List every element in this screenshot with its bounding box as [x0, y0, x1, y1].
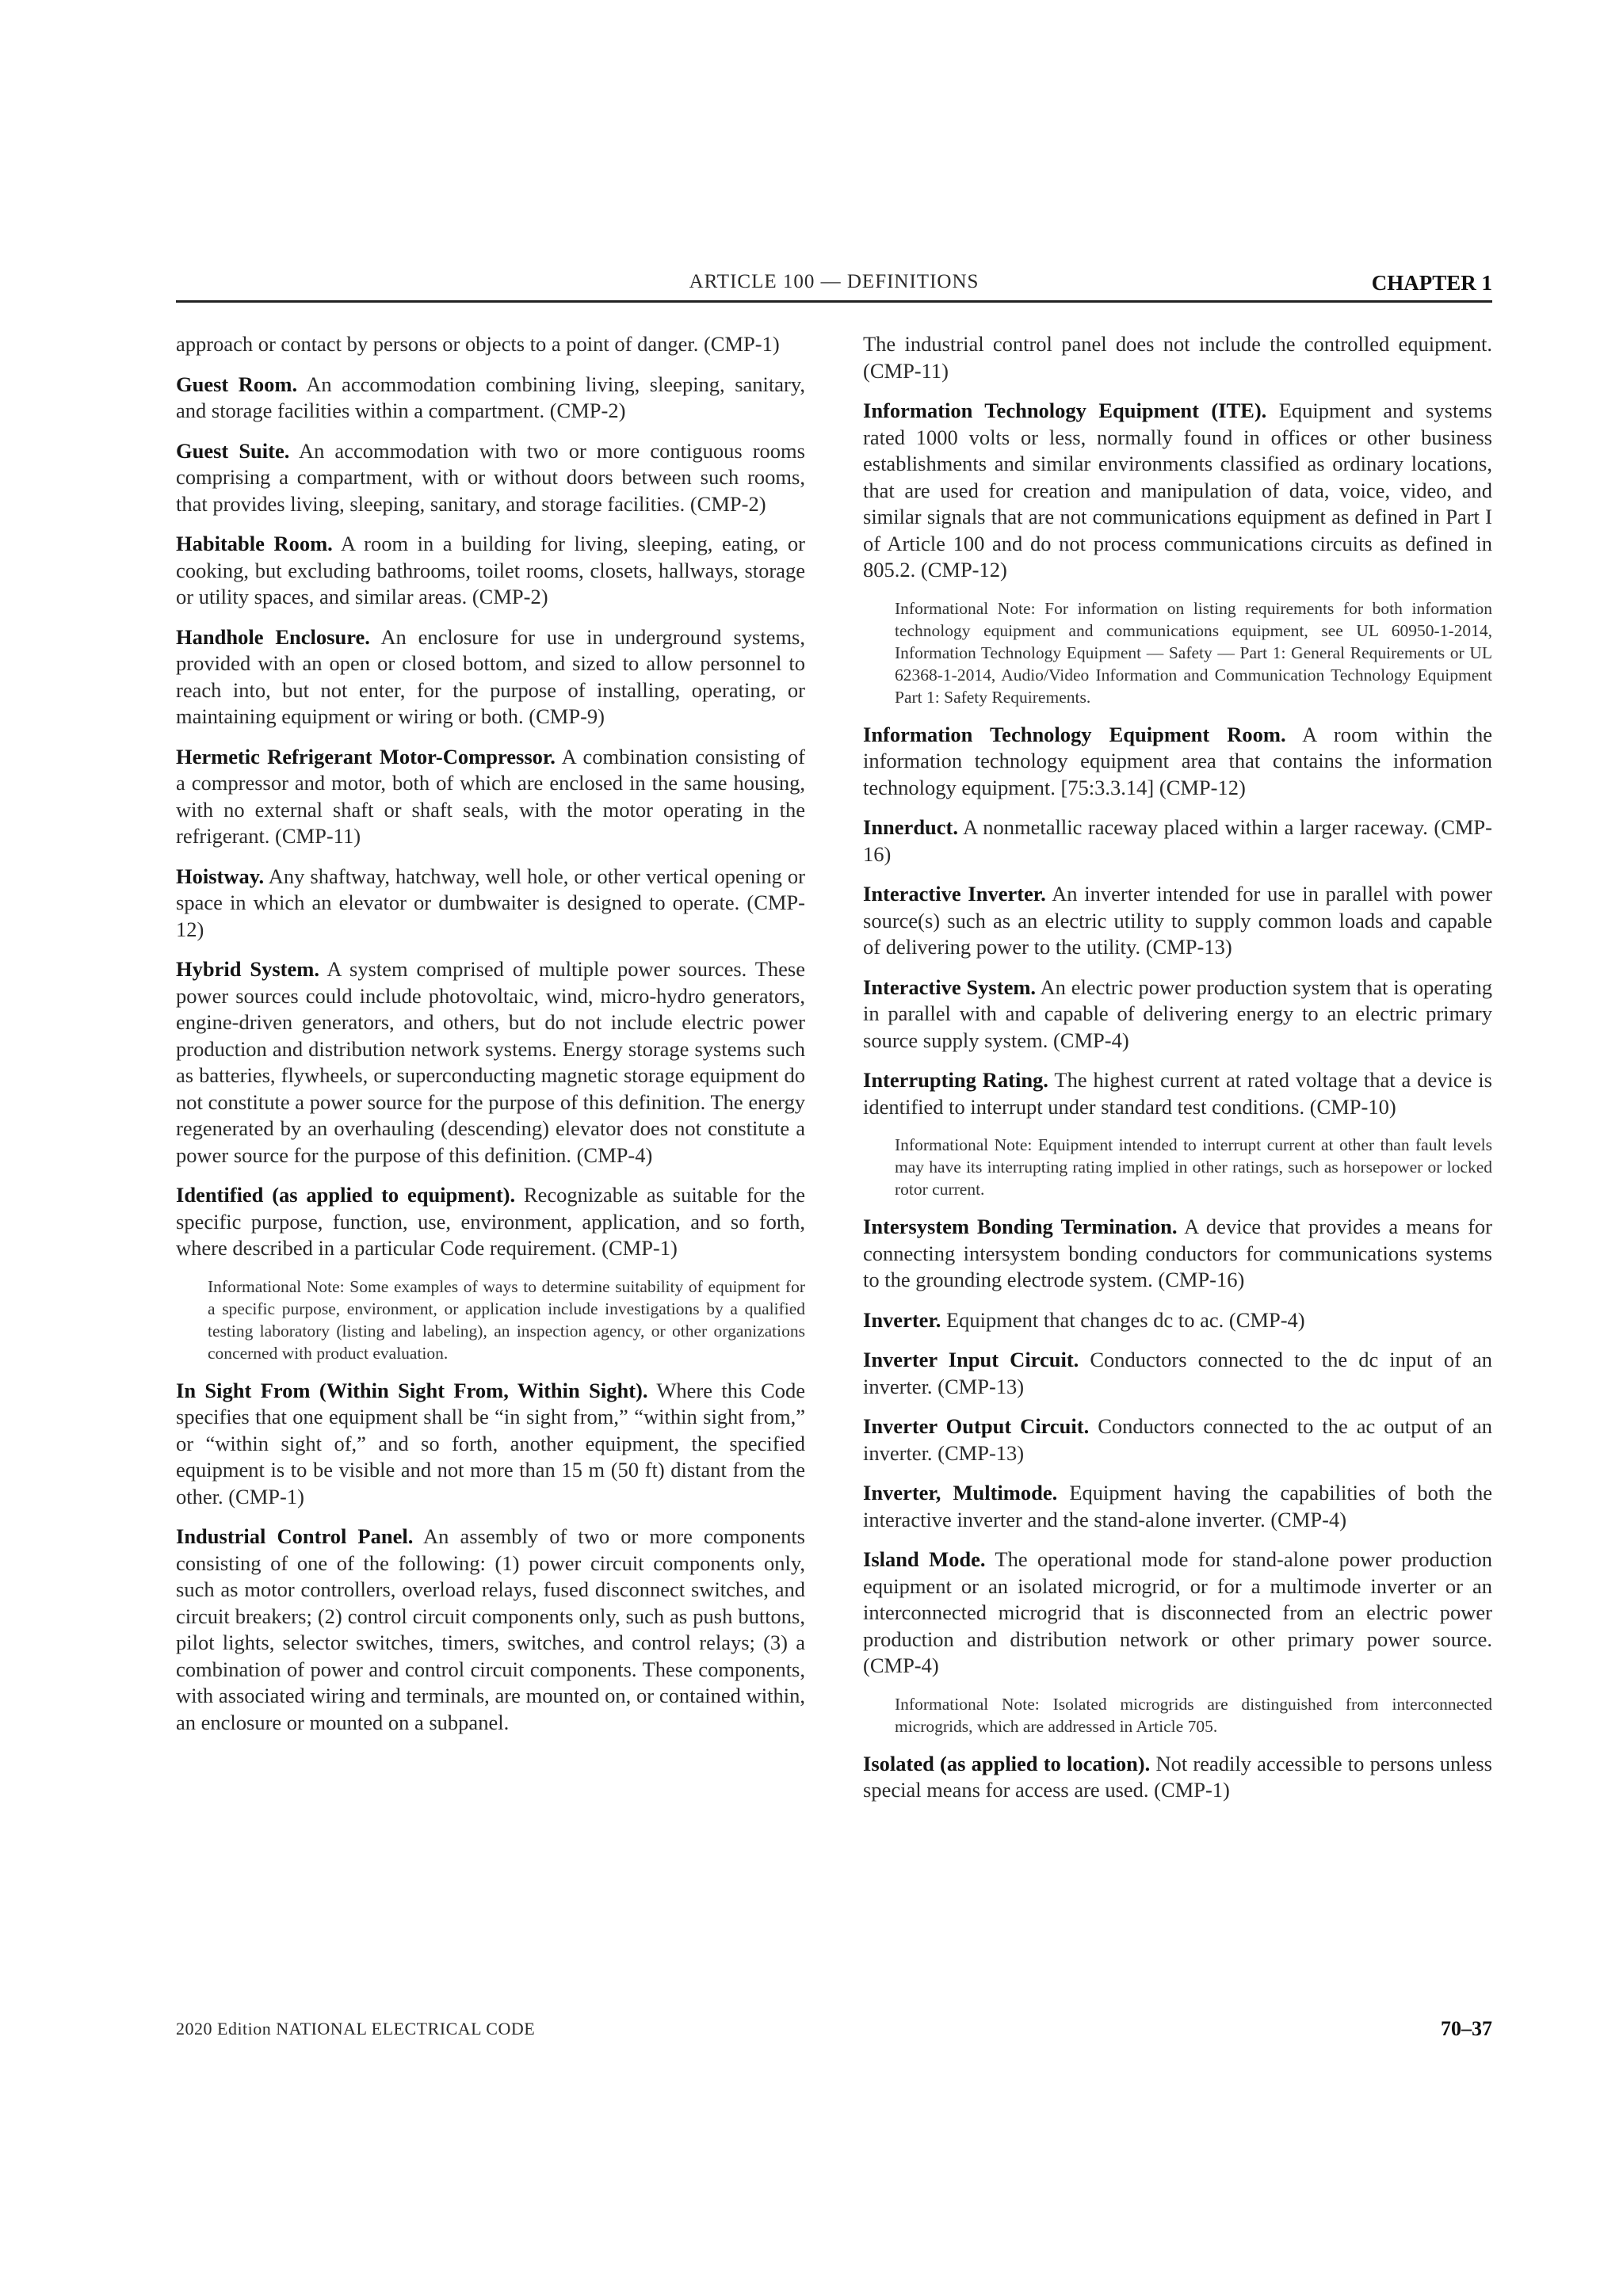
definition-term: Habitable Room. — [176, 532, 333, 555]
edition-footer: 2020 Edition NATIONAL ELECTRICAL CODE — [176, 2019, 536, 2039]
definition-entry — [176, 1182, 805, 1262]
definition-text: A room within the information technology equipment area that contains the information technology equipment. [75:3.3.14] (CMP-12) — [863, 722, 1492, 799]
definition-entry — [176, 1524, 805, 1736]
definition-entry — [176, 531, 805, 611]
definition-term: In Sight From (Within Sight From, Within Sight). — [176, 1378, 648, 1402]
definition-entry — [863, 722, 1492, 802]
informational-note: Informational Note: Isolated microgrids are distinguished from interconnected microgrids, which are addressed in Article 705. — [895, 1694, 1492, 1736]
left-column — [176, 331, 805, 1749]
definition-text: An assembly of two or more components consisting of one of the following: (1) power circuit components only, such as motor controllers, overload relays, fused disconnect switches, and circuit breakers; (2) control circuit components only, such as push buttons, pilot lights, selector switches, timers, switches, and control relays; (3) a combination of power and control circuit components. These components, with associated wiring and terminals, are mounted on, or contained within, an enclosure or mounted on a subpanel. — [176, 1524, 805, 1734]
definition-text: Where this Code specifies that one equipment shall be “in sight from,” “within sight from,” or “within sight of,” and so forth, another equipment, the specified equipment is to be visible and not more than 15 m (50 ft) distant from the other. (CMP-1) — [176, 1378, 805, 1508]
definition-text: A nonmetallic raceway placed within a larger raceway. (CMP-16) — [863, 815, 1492, 866]
definition-term: Guest Suite. — [176, 438, 290, 463]
definition-text: The highest current at rated voltage that a device is identified to interrupt under standard test conditions. (CMP-10) — [863, 1068, 1492, 1119]
definition-text: An inverter intended for use in parallel with power source(s) such as an electric utility to supply common loads and capable of delivering power to the utility. (CMP-13) — [863, 882, 1492, 959]
definition-term: Inverter, Multimode. — [863, 1481, 1058, 1505]
definition-term: Industrial Control Panel. — [176, 1524, 414, 1548]
right-column — [863, 331, 1492, 1817]
definition-text: Any shaftway, hatchway, well hole, or other vertical opening or space in which an elevator or dumbwaiter is designed to operate. (CMP-12) — [176, 864, 805, 941]
continued-paragraph: The industrial control panel does not include the controlled equipment. (CMP-11) — [863, 332, 1492, 383]
definition-text: Conductors connected to the dc input of an inverter. (CMP-13) — [863, 1348, 1492, 1398]
definition-term: Innerduct. — [863, 815, 959, 839]
definition-entry — [863, 1547, 1492, 1680]
definition-text: The operational mode for stand-alone power production equipment or an isolated microgrid, or for a multimode inverter or an interconnected microgrid that is disconnected from an electric power production and distribution network or other primary power source. (CMP-4) — [863, 1547, 1492, 1677]
informational-note: Informational Note: Equipment intended to interrupt current at other than fault levels may have its interrupting rating implied in other ratings, such as horsepower or locked rotor current. — [895, 1135, 1492, 1199]
definition-entry — [863, 1347, 1492, 1400]
definition-entry — [863, 974, 1492, 1055]
definition-entry — [176, 864, 805, 944]
definition-term: Hoistway. — [176, 864, 265, 888]
definition-entry — [176, 624, 805, 730]
definition-term: Interactive System. — [863, 974, 1037, 999]
definition-text: Equipment having the capabilities of both the interactive inverter and the stand-alone inverter. (CMP-4) — [863, 1481, 1492, 1531]
definition-term: Identified (as applied to equipment). — [176, 1183, 516, 1207]
running-header — [176, 271, 1492, 303]
definition-entry — [863, 1751, 1492, 1804]
chapter-label: CHAPTER 1 — [1371, 271, 1492, 295]
definition-entry — [176, 372, 805, 425]
definition-term: Isolated (as applied to location). — [863, 1751, 1151, 1775]
definition-text: An enclosure for use in underground systems, provided with an open or closed bottom, and sized to allow personnel to reach into, but not enter, for the purpose of installing, operating, or maintaining equipment or wiring or both. (CMP-9) — [176, 624, 805, 728]
page-number: 70–37 — [1441, 2017, 1492, 2040]
definition-text: Equipment and systems rated 1000 volts or less, normally found in offices or other business establishments and similar environments classified as ordinary locations, that are used for creation and manipulation of data, voice, video, and similar signals that are not communications equipment as defined in Part I of Article 100 and do not process communications circuits as defined in 805.2. (CMP-12) — [863, 399, 1492, 582]
definition-text: An electric power production system that is operating in parallel with and capable of delivering energy to an electric primary source supply system. (CMP-4) — [863, 974, 1492, 1052]
definition-term: Guest Room. — [176, 372, 298, 396]
informational-note: Informational Note: Some examples of ways to determine suitability of equipment for a specific purpose, environment, or application include investigations by a qualified testing laboratory (listing and labeling), an inspection agency, or other organizations concerned with product evaluation. — [208, 1276, 805, 1363]
definition-term: Hybrid System. — [176, 957, 319, 981]
definition-text: A system comprised of multiple power sources. These power sources could include photovoltaic, wind, micro-hydro generators, engine-driven generators, and others, but do not include electric power production and distribution network systems. Energy storage systems such as batteries, flywheels, or superconducting magnetic storage equipment do not constitute a power source for the purpose of this definition. The energy regenerated by an overhauling (descending) elevator does not constitute a power source for the purpose of this definition. (CMP-4) — [176, 957, 805, 1167]
definition-text: Recognizable as suitable for the specific purpose, function, use, environment, application, and so forth, where described in a particular Code requirement. (CMP-1) — [176, 1183, 806, 1260]
informational-note: Informational Note: For information on listing requirements for both information technology equipment and communications equipment, see UL 60950-1-2014, Information Technology Equipment — Safety — Part 1: General Requirements or UL 62368-1-2014, Audio/Video Information and Communication Technology Equipment Part 1: Safety Requirements. — [895, 598, 1492, 707]
definition-text: A room in a building for living, sleeping, eating, or cooking, but excluding bathrooms, toilet rooms, closets, hallways, storage or utility spaces, and similar areas. (CMP-2) — [176, 532, 805, 608]
definition-term: Island Mode. — [863, 1547, 986, 1571]
definition-entry — [176, 956, 805, 1169]
definition-entry — [863, 1307, 1492, 1334]
definition-term: Intersystem Bonding Termination. — [863, 1215, 1178, 1238]
definition-text: A device that provides a means for connecting intersystem bonding conductors for communications systems to the grounding electrode system. (CMP-16) — [863, 1215, 1493, 1291]
definition-text: A combination consisting of a compressor and motor, both of which are enclosed in the same housing, with no external shaft or shaft seals, with the motor operating in the refrigerant. (CMP-11) — [176, 744, 805, 848]
header-rule — [176, 300, 1492, 303]
definition-text: An accommodation with two or more contiguous rooms comprising a compartment, with or without doors between such rooms, that provides living, sleeping, sanitary, and storage facilities. (CMP-2) — [176, 438, 805, 516]
definition-entry — [863, 814, 1492, 868]
definition-entry — [176, 744, 805, 850]
definition-term: Interactive Inverter. — [863, 882, 1046, 906]
definition-term: Hermetic Refrigerant Motor-Compressor. — [176, 744, 556, 769]
definition-term: Inverter. — [863, 1307, 941, 1332]
definition-text: Conductors connected to the ac output of an inverter. (CMP-13) — [863, 1414, 1492, 1465]
continued-paragraph: approach or contact by persons or objects to a point of danger. (CMP-1) — [176, 332, 780, 356]
definition-term: Handhole Enclosure. — [176, 624, 370, 649]
definition-text: An accommodation combining living, sleeping, sanitary, and storage facilities within a compartment. (CMP-2) — [176, 372, 805, 422]
definition-term: Information Technology Equipment Room. — [863, 722, 1286, 746]
definition-entry — [176, 1378, 805, 1511]
definition-entry — [863, 1413, 1492, 1466]
definition-entry — [863, 881, 1492, 961]
definition-term: Information Technology Equipment (ITE). — [863, 399, 1267, 422]
definition-text: Not readily accessible to persons unless special means for access are used. (CMP-1) — [863, 1751, 1492, 1802]
definition-entry — [863, 398, 1492, 584]
definition-entry — [176, 438, 805, 518]
definition-entry — [863, 1480, 1492, 1533]
definition-entry — [863, 1214, 1492, 1294]
definition-entry — [863, 1067, 1492, 1120]
definition-term: Interrupting Rating. — [863, 1068, 1048, 1092]
definition-text: Equipment that changes dc to ac. (CMP-4) — [941, 1307, 1305, 1332]
definition-term: Inverter Input Circuit. — [863, 1348, 1079, 1371]
article-title: ARTICLE 100 — DEFINITIONS — [689, 271, 980, 292]
definition-term: Inverter Output Circuit. — [863, 1414, 1090, 1438]
